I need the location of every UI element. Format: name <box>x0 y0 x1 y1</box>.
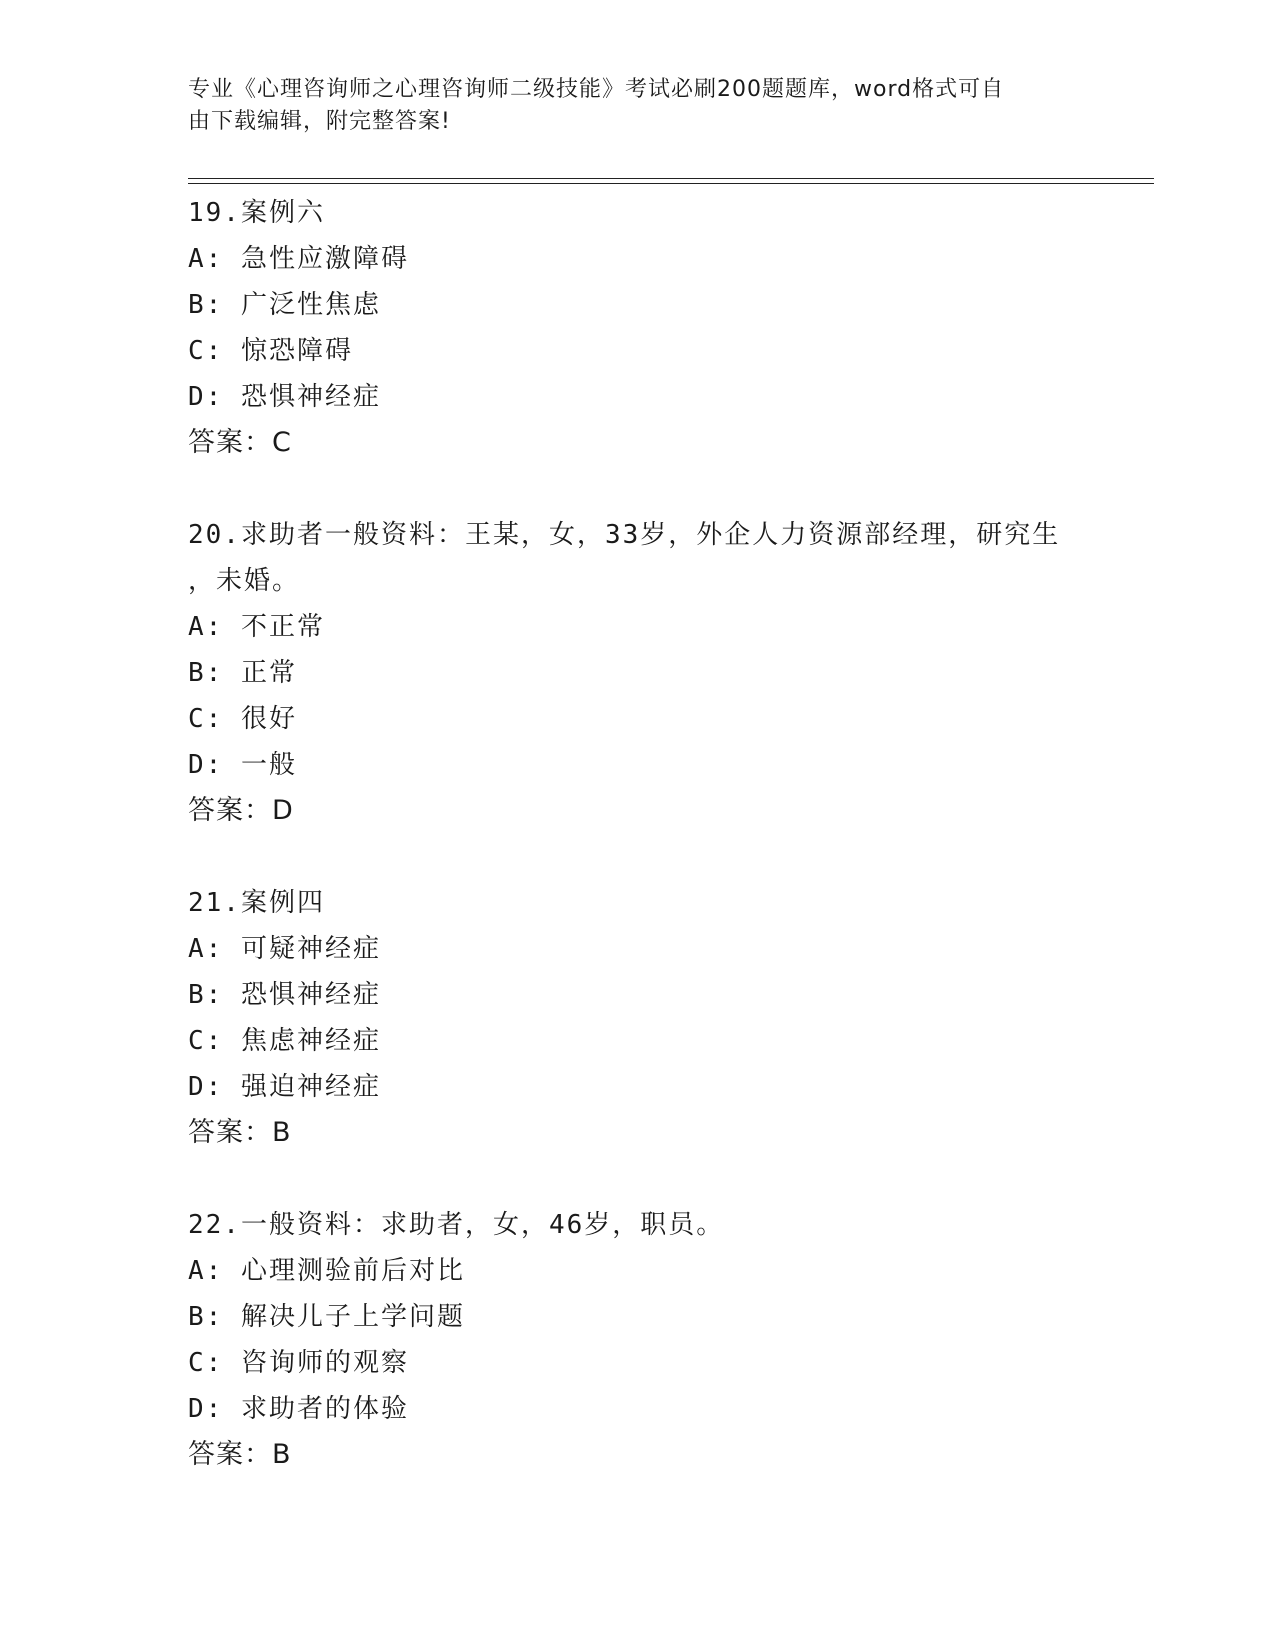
question-list <box>188 190 1088 1524</box>
document-header <box>188 74 1088 138</box>
question-21 <box>188 880 1088 1156</box>
option-d: D: 强迫神经症 <box>188 1072 381 1102</box>
header-line-2: 由下载编辑，附完整答案! <box>188 109 451 134</box>
question-20 <box>188 512 1088 834</box>
question-19 <box>188 190 1088 466</box>
option-a: A: 不正常 <box>188 612 325 642</box>
option-d: D: 一般 <box>188 750 297 780</box>
option-c: C: 焦虑神经症 <box>188 1026 381 1056</box>
question-stem: 20.求助者一般资料：王某，女，33岁，外企人力资源部经理，研究生 <box>188 520 1061 550</box>
answer-label: 答案：B <box>188 1117 292 1148</box>
option-b: B: 解决儿子上学问题 <box>188 1302 465 1332</box>
option-d: D: 恐惧神经症 <box>188 382 381 412</box>
option-c: C: 惊恐障碍 <box>188 336 353 366</box>
header-divider-top <box>188 178 1154 179</box>
option-c: C: 很好 <box>188 704 297 734</box>
header-divider-bottom <box>188 183 1154 184</box>
question-22 <box>188 1202 1088 1478</box>
header-line-1: 专业《心理咨询师之心理咨询师二级技能》考试必刷200题题库，word格式可自 <box>188 77 1005 102</box>
question-stem-continued: ，未婚。 <box>188 566 301 596</box>
option-a: A: 可疑神经症 <box>188 934 381 964</box>
option-c: C: 咨询师的观察 <box>188 1348 409 1378</box>
option-d: D: 求助者的体验 <box>188 1394 409 1424</box>
answer-label: 答案：C <box>188 427 292 458</box>
option-b: B: 广泛性焦虑 <box>188 290 381 320</box>
option-a: A: 心理测验前后对比 <box>188 1256 465 1286</box>
question-stem: 21.案例四 <box>188 888 325 918</box>
question-stem: 22.一般资料：求助者，女，46岁，职员。 <box>188 1210 725 1240</box>
option-b: B: 恐惧神经症 <box>188 980 381 1010</box>
answer-label: 答案：D <box>188 795 294 826</box>
option-a: A: 急性应激障碍 <box>188 244 409 274</box>
answer-label: 答案：B <box>188 1439 292 1470</box>
question-stem: 19.案例六 <box>188 198 325 228</box>
option-b: B: 正常 <box>188 658 297 688</box>
